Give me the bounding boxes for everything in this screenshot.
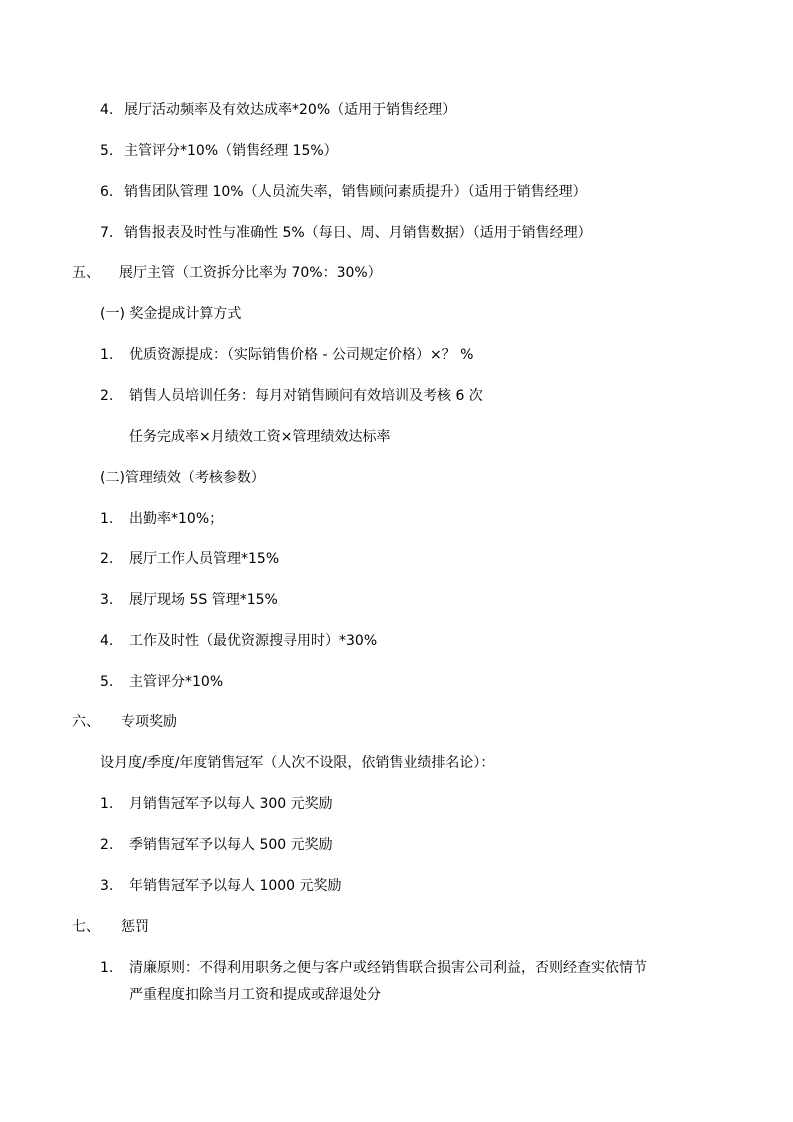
list-number: 7. bbox=[100, 225, 114, 241]
list-item: 月销售冠军予以每人 300 元奖励 bbox=[129, 796, 333, 812]
list-item: 出勤率*10%； bbox=[129, 511, 224, 527]
list-number: 3. bbox=[100, 878, 114, 894]
list-number: 3. bbox=[100, 592, 114, 608]
list-number: 5. bbox=[100, 674, 114, 690]
list-item: 展厅工作人员管理*15% bbox=[129, 551, 280, 567]
list-item: 销售报表及时性与准确性 5%（每日、周、月销售数据）（适用于销售经理） bbox=[124, 225, 592, 241]
section-intro: 设月度/季度/年度销售冠军（人次不设限，依销售业绩排名论）： bbox=[100, 755, 495, 771]
list-item: 清廉原则：不得利用职务之便与客户或经销售联合损害公司利益，否则经查实依情节 bbox=[129, 960, 647, 976]
section-title: 惩罚 bbox=[121, 919, 149, 935]
section-number: 五、 bbox=[72, 265, 100, 281]
list-item: 年销售冠军予以每人 1000 元奖励 bbox=[129, 878, 342, 894]
list-number: 2. bbox=[100, 551, 114, 567]
list-item: 季销售冠军予以每人 500 元奖励 bbox=[129, 837, 333, 853]
list-item: 展厅现场 5S 管理*15% bbox=[129, 592, 278, 608]
section-title: 专项奖励 bbox=[121, 714, 177, 730]
section-title: 展厅主管（工资拆分比率为 70%：30%） bbox=[119, 265, 382, 281]
list-item: 销售人员培训任务：每月对销售顾问有效培训及考核 6 次 bbox=[129, 388, 483, 404]
section-number: 七、 bbox=[72, 919, 100, 935]
list-item: 主管评分*10% bbox=[129, 674, 224, 690]
list-item: 主管评分*10%（销售经理 15%） bbox=[124, 143, 338, 159]
list-number: 4. bbox=[100, 633, 114, 649]
subsection-title: (二)管理绩效（考核参数） bbox=[100, 470, 265, 486]
list-number: 5. bbox=[100, 143, 114, 159]
list-item: 展厅活动频率及有效达成率*20%（适用于销售经理） bbox=[124, 102, 457, 118]
section-number: 六、 bbox=[72, 714, 100, 730]
list-number: 2. bbox=[100, 837, 114, 853]
list-number: 1. bbox=[100, 347, 114, 363]
list-item: 优质资源提成：（实际销售价格 - 公司规定价格）×？ % bbox=[129, 347, 474, 363]
list-item: 工作及时性（最优资源搜寻用时）*30% bbox=[129, 633, 378, 649]
list-number: 4. bbox=[100, 102, 114, 118]
list-number: 1. bbox=[100, 796, 114, 812]
list-item: 销售团队管理 10%（人员流失率，销售顾问素质提升）（适用于销售经理） bbox=[124, 184, 587, 200]
list-number: 1. bbox=[100, 511, 114, 527]
list-number: 2. bbox=[100, 388, 114, 404]
list-item-continuation: 严重程度扣除当月工资和提成或辞退处分 bbox=[129, 987, 381, 1003]
subsection-title: (一) 奖金提成计算方式 bbox=[100, 306, 242, 322]
list-number: 6. bbox=[100, 184, 114, 200]
list-number: 1. bbox=[100, 960, 114, 976]
formula-text: 任务完成率×月绩效工资×管理绩效达标率 bbox=[129, 429, 391, 445]
